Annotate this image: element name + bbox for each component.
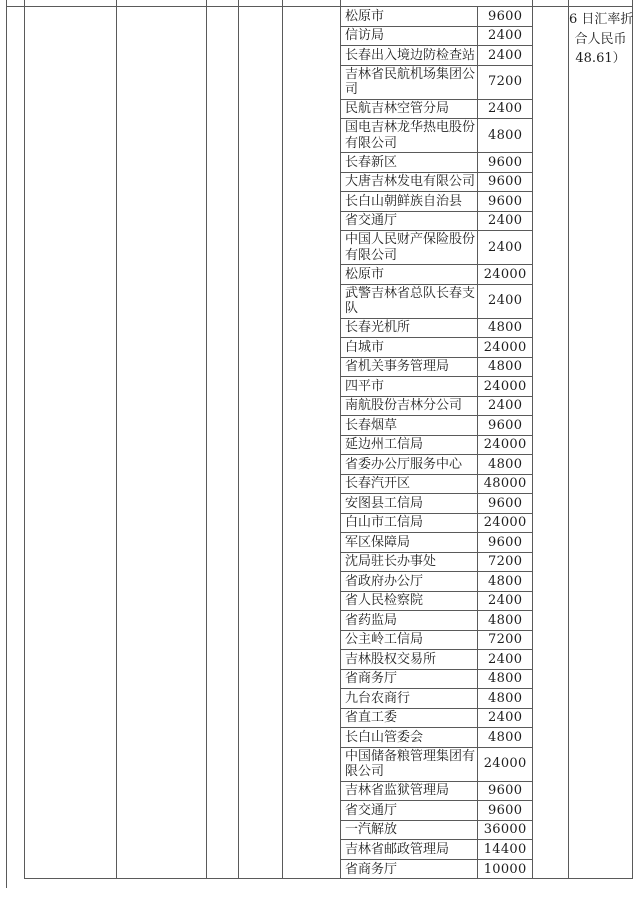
table-row <box>341 782 532 802</box>
amount-cell: 4800 <box>488 127 523 143</box>
amount-cell: 7200 <box>488 74 523 90</box>
unit-name-cell: 沈局驻长办事处 <box>341 553 478 572</box>
unit-name-cell: 长春新区 <box>341 153 478 172</box>
table-row <box>341 475 532 495</box>
unit-name-cell: 国电吉林龙华热电股份有限公司 <box>341 119 478 152</box>
unit-name-cell: 公主岭工信局 <box>341 631 478 650</box>
empty-column-2 <box>25 0 117 879</box>
unit-name-cell: 省商务厅 <box>341 860 478 880</box>
note-line-2: 合人民币 <box>574 31 627 47</box>
amount-cell: 9600 <box>488 154 523 170</box>
table-row <box>341 319 532 339</box>
amount-cell: 9600 <box>488 783 523 798</box>
amount-cell: 24000 <box>483 515 527 530</box>
table-row <box>341 801 532 821</box>
amount-cell: 24000 <box>483 266 527 282</box>
table-row <box>341 611 532 631</box>
unit-name-cell: 武警吉林省总队长春支队 <box>341 285 478 318</box>
table-row <box>341 840 532 860</box>
table-row <box>341 27 532 47</box>
table-row <box>341 748 532 782</box>
table-row <box>341 285 532 319</box>
table-row <box>341 821 532 841</box>
unit-name-cell: 长春光机所 <box>341 319 478 338</box>
table-row <box>341 860 532 880</box>
amount-cell: 9600 <box>488 495 523 511</box>
unit-name-cell: 延边州工信局 <box>341 436 478 455</box>
unit-name-cell: 长春烟草 <box>341 416 478 435</box>
amount-cell: 2400 <box>488 593 523 608</box>
unit-name-cell: 安图县工信局 <box>341 494 478 513</box>
amount-cell: 48000 <box>483 476 527 491</box>
amount-cell: 24000 <box>483 437 527 452</box>
table-row <box>341 514 532 534</box>
unit-name-cell: 省委办公厅服务中心 <box>341 455 478 474</box>
amount-cell: 2400 <box>488 398 523 413</box>
table-row <box>341 338 532 358</box>
amount-cell: 4800 <box>488 612 523 628</box>
note-line-3: 48.61） <box>575 51 626 66</box>
empty-column-3 <box>117 0 207 879</box>
table-row <box>341 416 532 436</box>
unit-amount-rows <box>341 0 533 879</box>
amount-cell: 9600 <box>488 802 523 818</box>
unit-name-cell: 中国人民财产保险股份有限公司 <box>341 231 478 264</box>
amount-cell: 7200 <box>488 632 523 647</box>
unit-name-cell: 省交通厅 <box>341 212 478 231</box>
table-row <box>341 728 532 748</box>
amount-cell: 4800 <box>488 573 523 589</box>
table-row <box>341 572 532 592</box>
amount-cell: 9600 <box>488 174 523 189</box>
table-row <box>341 7 532 27</box>
table-top-rule <box>6 6 633 7</box>
amount-cell: 2400 <box>488 651 523 667</box>
unit-name-cell: 省政府办公厅 <box>341 572 478 591</box>
unit-name-cell: 省商务厅 <box>341 670 478 689</box>
amount-cell: 2400 <box>488 47 523 63</box>
table-row <box>341 119 532 153</box>
unit-name-cell: 民航吉林空管分局 <box>341 100 478 119</box>
table-row <box>341 689 532 709</box>
unit-name-cell: 省机关事务管理局 <box>341 358 478 377</box>
unit-name-cell: 省直工委 <box>341 709 478 728</box>
empty-column-1 <box>6 0 25 879</box>
table-row <box>341 455 532 475</box>
table-row <box>341 212 532 232</box>
empty-column-7 <box>533 0 569 879</box>
unit-name-cell: 省人民检察院 <box>341 592 478 611</box>
unit-name-cell: 松原市 <box>341 265 478 284</box>
note-column <box>569 0 633 879</box>
amount-cell: 10000 <box>483 861 527 877</box>
table-row <box>341 265 532 285</box>
unit-name-cell: 中国储备粮管理集团有限公司 <box>341 748 478 781</box>
unit-name-cell: 吉林股权交易所 <box>341 650 478 669</box>
amount-cell: 2400 <box>488 710 523 725</box>
table-row <box>341 231 532 265</box>
empty-column-4 <box>207 0 239 879</box>
exchange-rate-note <box>569 7 632 69</box>
unit-name-cell: 松原市 <box>341 7 478 26</box>
amount-cell: 4800 <box>488 456 523 472</box>
amount-cell: 7200 <box>488 554 523 569</box>
table-row <box>341 397 532 417</box>
amount-cell: 9600 <box>488 8 523 24</box>
table-row <box>341 592 532 612</box>
outer-left-border <box>6 0 7 888</box>
unit-name-cell: 长春汽开区 <box>341 475 478 494</box>
unit-name-cell: 长白山管委会 <box>341 728 478 747</box>
table-row <box>341 553 532 573</box>
amount-cell: 2400 <box>488 239 523 255</box>
table-row <box>341 46 532 66</box>
amount-cell: 14400 <box>483 841 527 857</box>
unit-name-cell: 军区保障局 <box>341 533 478 552</box>
unit-name-cell: 吉林省监狱管理局 <box>341 782 478 801</box>
unit-name-cell: 白城市 <box>341 338 478 357</box>
unit-name-cell: 九台农商行 <box>341 689 478 708</box>
unit-name-cell: 信访局 <box>341 27 478 46</box>
unit-name-cell: 长春出入境边防检查站 <box>341 46 478 65</box>
table-row <box>341 650 532 670</box>
amount-cell: 9600 <box>488 417 523 433</box>
amount-cell: 4800 <box>488 729 523 745</box>
unit-name-cell: 吉林省民航机场集团公司 <box>341 66 478 99</box>
table-row <box>341 631 532 651</box>
amount-cell: 2400 <box>488 101 523 116</box>
empty-column-6 <box>283 0 341 879</box>
allowance-table <box>6 0 633 879</box>
table-row <box>341 100 532 120</box>
table-row <box>341 192 532 212</box>
note-line-1: 6 日汇率折 <box>569 12 634 27</box>
amount-cell: 36000 <box>483 822 527 837</box>
unit-name-cell: 一汽解放 <box>341 821 478 840</box>
table-row <box>341 670 532 690</box>
amount-cell: 2400 <box>488 293 523 309</box>
table-row <box>341 66 532 100</box>
table-row <box>341 494 532 514</box>
table-row <box>341 173 532 193</box>
unit-name-cell: 省交通厅 <box>341 801 478 820</box>
amount-cell: 9600 <box>488 193 523 209</box>
table-row <box>341 533 532 553</box>
unit-name-cell: 大唐吉林发电有限公司 <box>341 173 478 192</box>
amount-cell: 2400 <box>488 213 523 228</box>
table-row <box>341 153 532 173</box>
unit-name-cell: 白山市工信局 <box>341 514 478 533</box>
amount-cell: 4800 <box>488 359 523 374</box>
unit-name-cell: 长白山朝鲜族自治县 <box>341 192 478 211</box>
amount-cell: 2400 <box>488 28 523 43</box>
unit-name-cell: 吉林省邮政管理局 <box>341 840 478 859</box>
empty-column-5 <box>239 0 283 879</box>
table-row <box>341 709 532 729</box>
unit-name-cell: 省药监局 <box>341 611 478 630</box>
amount-cell: 24000 <box>483 339 527 355</box>
amount-cell: 24000 <box>483 756 527 772</box>
table-row <box>341 377 532 397</box>
unit-name-cell: 四平市 <box>341 377 478 396</box>
amount-cell: 24000 <box>483 378 527 394</box>
table-row <box>341 358 532 378</box>
amount-cell: 9600 <box>488 534 523 550</box>
amount-cell: 4800 <box>488 671 523 686</box>
amount-cell: 4800 <box>488 690 523 706</box>
table-row <box>341 436 532 456</box>
unit-name-cell: 南航股份吉林分公司 <box>341 397 478 416</box>
amount-cell: 4800 <box>488 320 523 335</box>
